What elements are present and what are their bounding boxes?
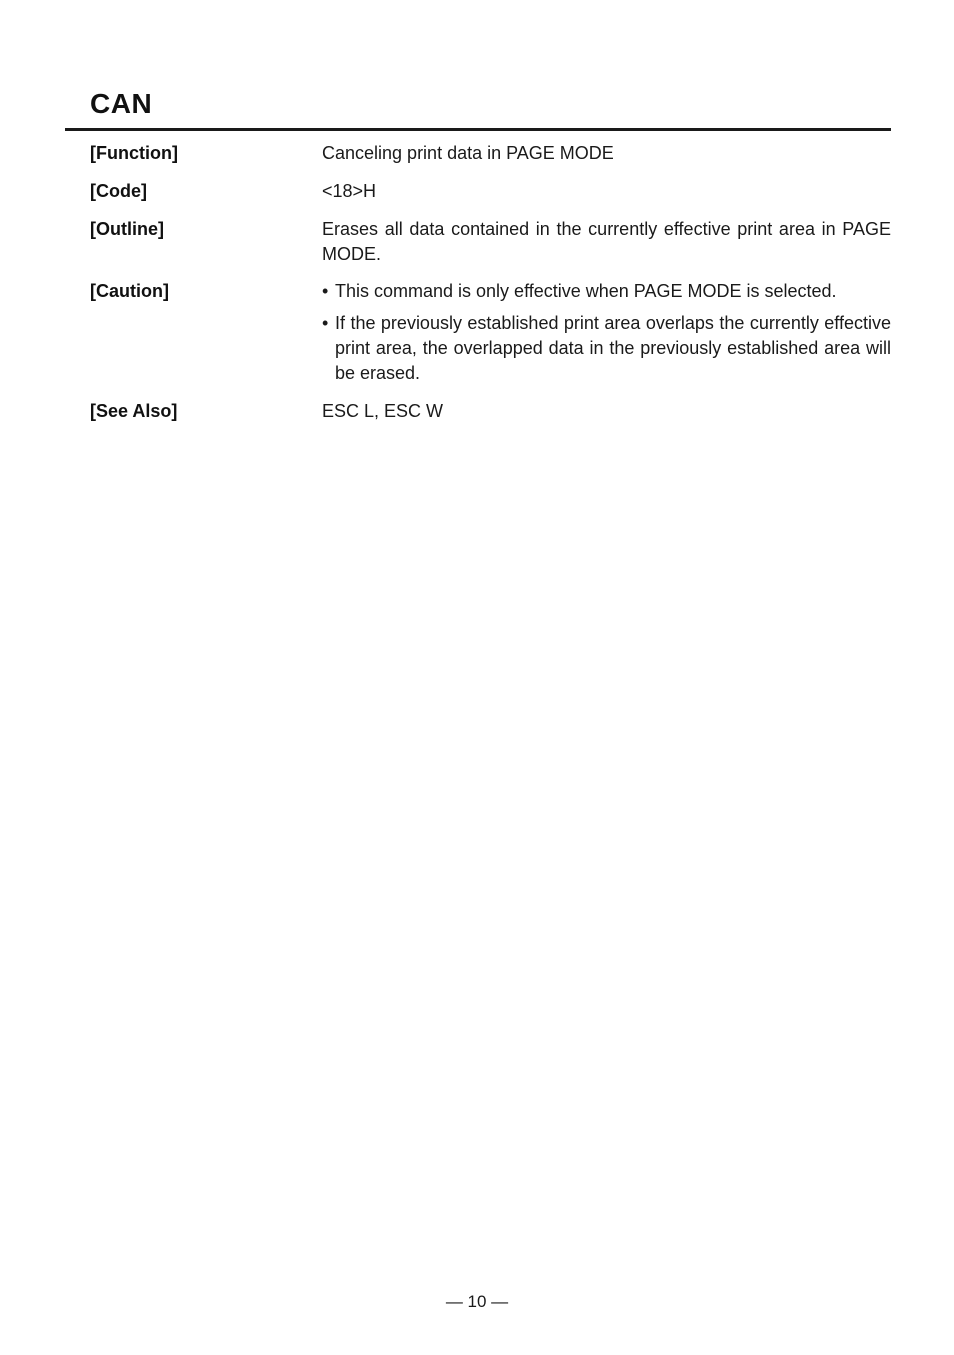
entry-outline	[90, 217, 891, 279]
code-value: <18>H	[322, 181, 377, 201]
page-title: CAN	[90, 88, 153, 119]
function-value: Canceling print data in PAGE MODE	[322, 143, 614, 163]
title-divider	[65, 128, 891, 131]
command-entries	[90, 141, 891, 437]
entry-code	[90, 179, 891, 217]
see-also-value: ESC L, ESC W	[322, 401, 444, 421]
see-also-label: [See Also]	[90, 401, 178, 421]
entry-see-also	[90, 399, 891, 437]
caution-item-text: If the previously established print area overlaps the currently effective print area, the overlapped data in the previously established area will be erased.	[335, 313, 891, 383]
caution-label: [Caution]	[90, 281, 169, 301]
caution-item-text: This command is only effective when PAGE MODE is selected.	[335, 281, 837, 301]
page-number: — 10 —	[445, 1292, 509, 1311]
caution-item	[322, 311, 891, 386]
function-label: [Function]	[90, 143, 178, 163]
outline-value: Erases all data contained in the currently effective print area in PAGE MODE.	[322, 219, 891, 264]
caution-item	[322, 279, 891, 304]
entry-caution	[90, 279, 891, 399]
entry-function	[90, 141, 891, 179]
code-label: [Code]	[90, 181, 147, 201]
bullet-icon: •	[322, 313, 329, 333]
caution-list	[322, 279, 891, 386]
outline-label: [Outline]	[90, 219, 164, 239]
bullet-icon: •	[322, 281, 329, 301]
